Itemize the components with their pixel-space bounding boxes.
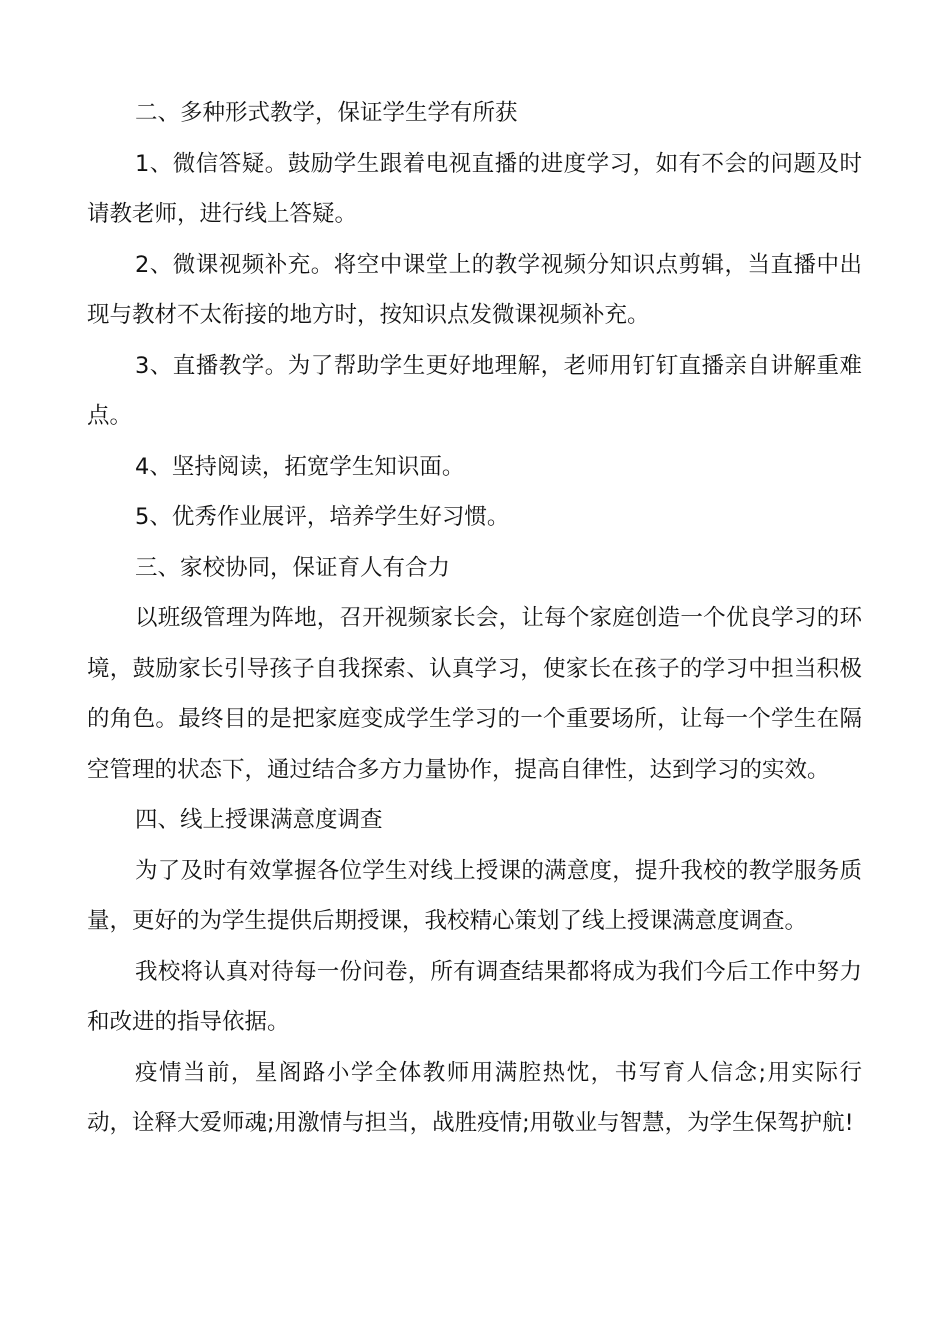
paragraph: 为了及时有效掌握各位学生对线上授课的满意度，提升我校的教学服务质量，更好的为学生提供后期授课，我校精心策划了线上授课满意度调查。 (87, 857, 862, 934)
document-body (87, 88, 862, 1149)
paragraph: 以班级管理为阵地，召开视频家长会，让每个家庭创造一个优良学习的环境，鼓励家长引导孩子自我探索、认真学习，使家长在孩子的学习中担当积极的角色。最终目的是把家庭变成学生学习的一个重要场所，让每一个学生在隔空管理的状态下，通过结合多方力量协作，提高自律性，达到学习的实效。 (87, 605, 862, 783)
closing-paragraph: 疫情当前，星阁路小学全体教师用满腔热忱，书写育人信念;用实际行动，诠释大爱师魂;用激情与担当，战胜疫情;用敬业与智慧，为学生保驾护航! (87, 1059, 862, 1136)
paragraph: 我校将认真对待每一份问卷，所有调查结果都将成为我们今后工作中努力和改进的指导依据。 (87, 958, 862, 1035)
list-item-1: 1、微信答疑。鼓励学生跟着电视直播的进度学习，如有不会的问题及时请教老师，进行线上答疑。 (87, 150, 862, 227)
list-item-2: 2、微课视频补充。将空中课堂上的教学视频分知识点剪辑，当直播中出现与教材不太衔接的地方时，按知识点发微课视频补充。 (87, 251, 862, 328)
section-heading-2: 二、多种形式教学，保证学生学有所获 (135, 100, 518, 126)
list-item-4: 4、坚持阅读，拓宽学生知识面。 (135, 453, 465, 480)
section-heading-3: 三、家校协同，保证育人有合力 (135, 554, 451, 581)
list-item-5: 5、优秀作业展评，培养学生好习惯。 (135, 504, 510, 530)
list-item-3: 3、直播教学。为了帮助学生更好地理解，老师用钉钉直播亲自讲解重难点。 (87, 352, 862, 429)
section-heading-4: 四、线上授课满意度调查 (135, 807, 383, 833)
